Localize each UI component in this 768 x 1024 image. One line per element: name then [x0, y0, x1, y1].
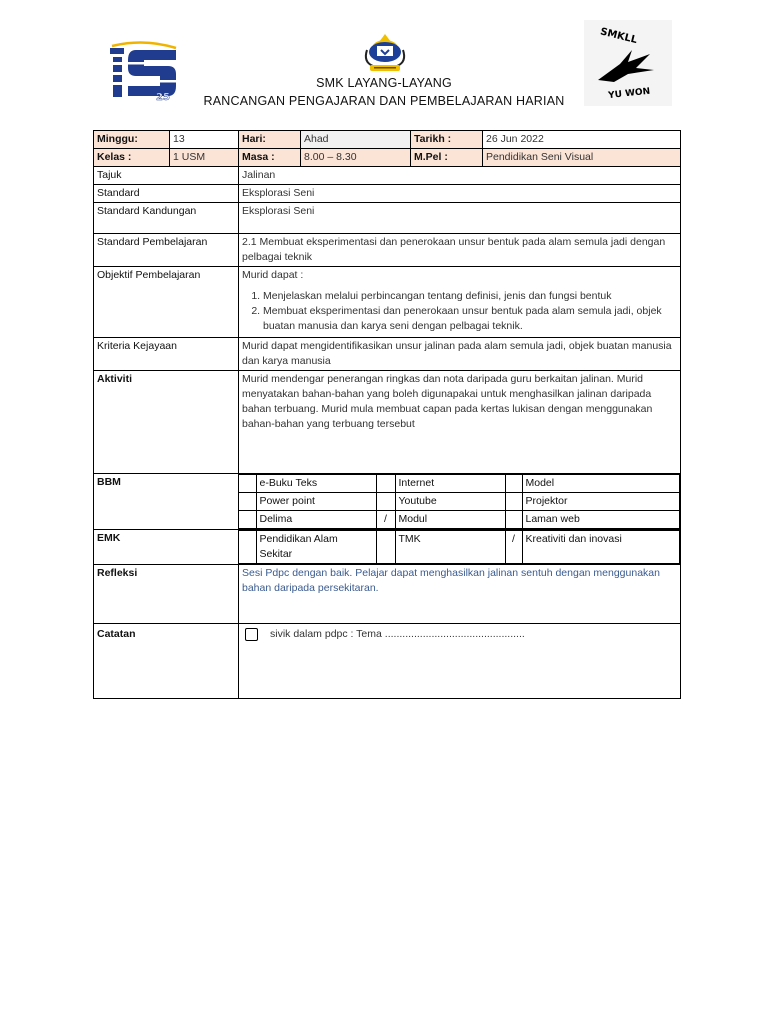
- standard-kandungan-row: [94, 203, 681, 234]
- svg-text:SMKLL: SMKLL: [599, 26, 639, 47]
- tajuk-row: [94, 167, 681, 185]
- catatan-label: Catatan: [94, 624, 239, 699]
- info-row-1: [94, 131, 681, 149]
- emk-tick[interactable]: [376, 531, 395, 564]
- kelas-value: 1 USM: [170, 149, 239, 167]
- kriteria-label: Kriteria Kejayaan: [94, 338, 239, 371]
- svg-text:YU WON: YU WON: [607, 86, 651, 102]
- kriteria-row: [94, 338, 681, 371]
- tajuk-value: Jalinan: [239, 167, 681, 185]
- refleksi-row: [94, 565, 681, 624]
- objektif-list: [242, 289, 677, 334]
- tarikh-value: 26 Jun 2022: [483, 131, 681, 149]
- catatan-checkbox[interactable]: [245, 628, 258, 641]
- standard-pembelajaran-label: Standard Pembelajaran: [94, 234, 239, 267]
- aktiviti-value: Murid mendengar penerangan ringkas dan nota daripada guru berkaitan jalinan. Murid menyatakan bahan-bahan yang boleh digunapakai untuk menghasilkan jalinan daripada bahan terbuang. Murid mula membuat capan pada kertas lukisan dengan menggunakan bahan-bahan yang terbuang tersebut: [239, 371, 681, 474]
- emk-options: [239, 530, 681, 565]
- bbm-tick[interactable]: /: [376, 511, 395, 529]
- emk-label: EMK: [94, 530, 239, 565]
- bbm-tick[interactable]: [239, 475, 256, 493]
- mpel-value: Pendidikan Seni Visual: [483, 149, 681, 167]
- ministry-crest: [357, 32, 413, 76]
- kelas-label: Kelas :: [94, 149, 170, 167]
- info-row-2: [94, 149, 681, 167]
- mpel-label: M.Pel :: [411, 149, 483, 167]
- bbm-tick[interactable]: [505, 475, 522, 493]
- objektif-item: 1. Menjelaskan melalui perbincangan tentang definisi, jenis dan fungsi bentuk: [263, 289, 677, 304]
- standard-kandungan-label: Standard Kandungan: [94, 203, 239, 234]
- bbm-row: [94, 474, 681, 530]
- kriteria-value: Murid dapat mengidentifikasikan unsur jalinan pada alam semula jadi, objek buatan manusia dan karya manusia: [239, 338, 681, 371]
- bbm-tick[interactable]: [239, 493, 256, 511]
- emk-grid: [239, 530, 680, 564]
- bbm-option: e-Buku Teks: [256, 475, 376, 493]
- hari-label: Hari:: [239, 131, 301, 149]
- bbm-option: Modul: [395, 511, 505, 529]
- bbm-tick[interactable]: [505, 511, 522, 529]
- hari-value: Ahad: [301, 131, 411, 149]
- aktiviti-label: Aktiviti: [94, 371, 239, 474]
- emk-option: TMK: [395, 531, 505, 564]
- bbm-option: Internet: [395, 475, 505, 493]
- emk-tick[interactable]: [239, 531, 256, 564]
- minggu-label: Minggu:: [94, 131, 170, 149]
- bbm-option: Model: [522, 475, 680, 493]
- emk-row: [94, 530, 681, 565]
- bbm-tick[interactable]: [376, 493, 395, 511]
- minggu-value: 13: [170, 131, 239, 149]
- catatan-value: [239, 624, 681, 699]
- bbm-tick[interactable]: [376, 475, 395, 493]
- school-anniversary-logo: [106, 40, 180, 102]
- tajuk-label: Tajuk: [94, 167, 239, 185]
- bbm-label: BBM: [94, 474, 239, 530]
- bbm-option: Laman web: [522, 511, 680, 529]
- catatan-row: [94, 624, 681, 699]
- bbm-option: Power point: [256, 493, 376, 511]
- document-header: [0, 0, 768, 128]
- catatan-text: sivik dalam pdpc : Tema ................................................: [270, 628, 525, 640]
- bbm-tick[interactable]: [505, 493, 522, 511]
- emk-option: Kreativiti dan inovasi: [522, 531, 680, 564]
- standard-pembelajaran-value: 2.1 Membuat eksperimentasi dan penerokaan unsur bentuk pada alam semula jadi dengan pelbagai teknik: [239, 234, 681, 267]
- objektif-row: [94, 267, 681, 338]
- lesson-plan-table: [93, 130, 681, 699]
- bbm-option: Youtube: [395, 493, 505, 511]
- school-name: SMK LAYANG-LAYANG: [316, 76, 452, 90]
- bbm-grid: [239, 474, 680, 529]
- refleksi-value: Sesi Pdpc dengan baik. Pelajar dapat menghasilkan jalinan sentuh dengan menggunakan bahan daripada persekitaran.: [239, 565, 681, 624]
- refleksi-label: Refleksi: [94, 565, 239, 624]
- emk-option: Pendidikan Alam Sekitar: [256, 531, 376, 564]
- bbm-options: [239, 474, 681, 530]
- objektif-intro: Murid dapat :: [242, 269, 304, 281]
- document-title: RANCANGAN PENGAJARAN DAN PEMBELAJARAN HARIAN: [203, 94, 565, 108]
- masa-value: 8.00 – 8.30: [301, 149, 411, 167]
- standard-kandungan-value: Eksplorasi Seni: [239, 203, 681, 234]
- objektif-value: [239, 267, 681, 338]
- tarikh-label: Tarikh :: [411, 131, 483, 149]
- masa-label: Masa :: [239, 149, 301, 167]
- bbm-option: Delima: [256, 511, 376, 529]
- objektif-label: Objektif Pembelajaran: [94, 267, 239, 338]
- bbm-option: Projektor: [522, 493, 680, 511]
- standard-pembelajaran-row: [94, 234, 681, 267]
- standard-row: [94, 185, 681, 203]
- bbm-tick[interactable]: [239, 511, 256, 529]
- standard-label: Standard: [94, 185, 239, 203]
- aktiviti-row: [94, 371, 681, 474]
- objektif-item: 2. Membuat eksperimentasi dan penerokaan unsur bentuk pada alam semula jadi, objek buatan manusia dan karya seni dengan pelbagai teknik.: [263, 304, 677, 334]
- svg-text:25: 25: [156, 92, 170, 102]
- emk-tick[interactable]: /: [505, 531, 522, 564]
- standard-value: Eksplorasi Seni: [239, 185, 681, 203]
